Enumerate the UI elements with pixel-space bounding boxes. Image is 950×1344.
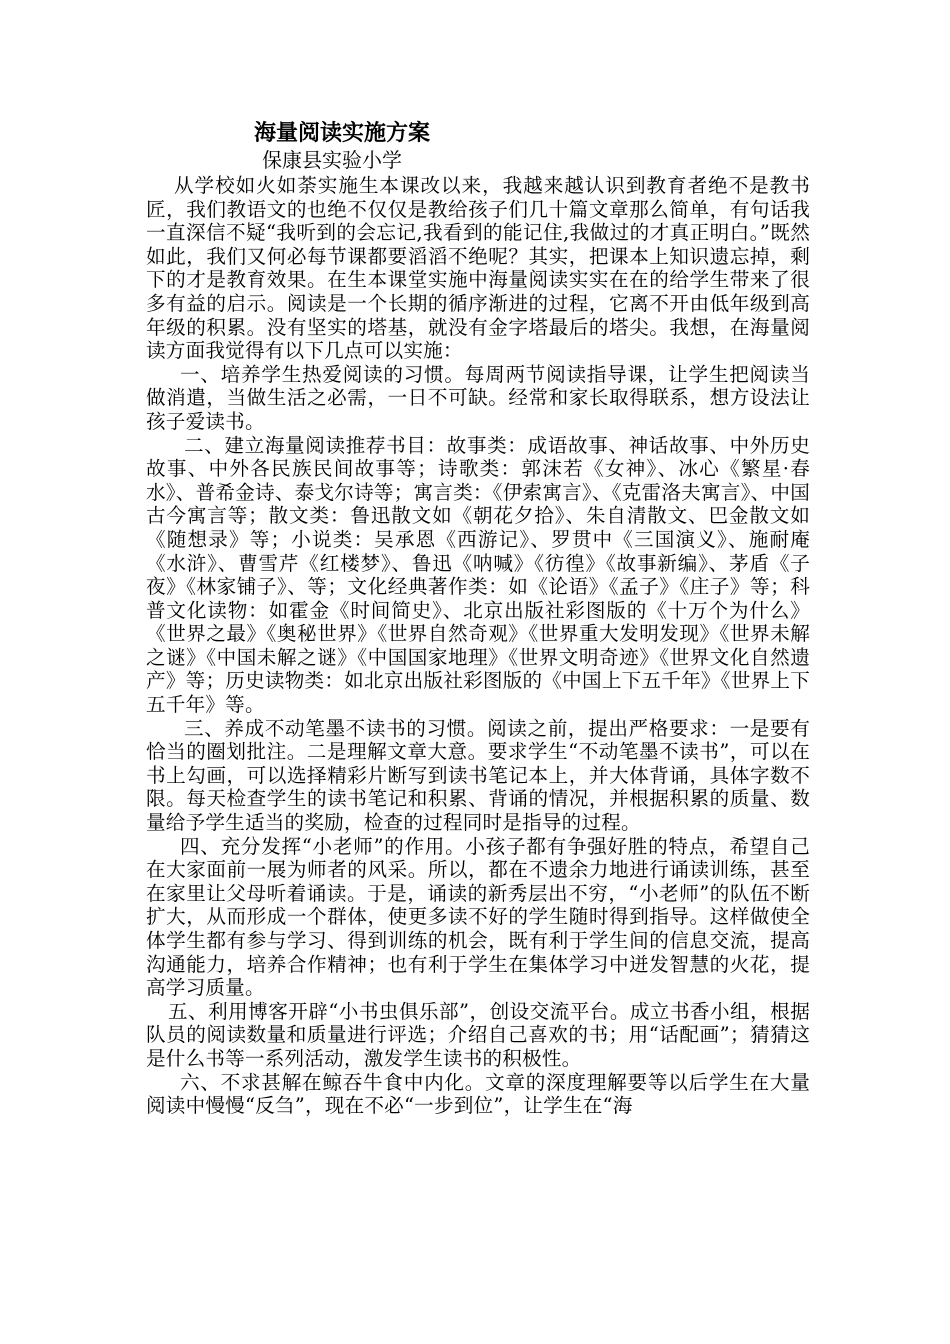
document-title: 海量阅读实施方案 — [254, 120, 431, 146]
paragraph-intro: 从学校如火如荼实施生本课改以来，我越来越认识到教育者绝不是教书匠，我们教语文的也绝不仅仅是教给孩子们几十篇文章那么简单，有句话我一直深信不疑“我听到的会忘记,我看到的能记住,我做过的才真正明白。”既然如此，我们又何必每节课都要滔滔不绝呢？其实，把课本上知识遗忘掉，剩下的才是教育效果。在生本课堂实施中海量阅读实实在在的给学生带来了很多有益的启示。阅读是一个长期的循序渐进的过程，它离不开由低年级到高年级的积累。没有坚实的塔基，就没有金字塔最后的塔尖。我想，在海量阅读方面我觉得有以下几点可以实施： — [146, 174, 810, 363]
paragraph-2: 二、建立海量阅读推荐书目：故事类：成语故事、神话故事、中外历史故事、中外各民族民间故事等；诗歌类：郭沫若《女神》、冰心《繁星·春水》、普希金诗、泰戈尔诗等；寓言类：《伊索寓言》、《克雷洛夫寓言》、中国古今寓言等；散文类：鲁迅散文如《朝花夕拾》、朱自清散文、巴金散文如《随想录》等；小说类：吴承恩《西游记》、罗贯中《三国演义》、施耐庵《水浒》、曹雪芹《红楼梦》、鲁迅《呐喊》《彷徨》《故事新编》、茅盾《子夜》《林家铺子》、等；文化经典著作类：如《论语》《孟子》《庄子》等；科普文化读物：如霍金《时间简史》、北京出版社彩图版的《十万个为什么》《世界之最》《奥秘世界》《世界自然奇观》《世界重大发明发现》《世界未解之谜》《中国未解之谜》《中国国家地理》《世界文明奇迹》《世界文化自然遗产》等；历史读物类：如北京出版社彩图版的《中国上下五千年》《世界上下五千年》等。 — [146, 433, 810, 717]
document-author: 保康县实验小学 — [262, 148, 402, 172]
paragraph-4: 四、充分发挥“小老师”的作用。小孩子都有争强好胜的特点，希望自己在大家面前一展为师者的风采。所以，都在不遗余力地进行诵读训练，甚至在家里让父母听着诵读。于是，诵读的新秀层出不穷，“小老师”的队伍不断扩大，从而形成一个群体，使更多读不好的学生随时得到指导。这样做使全体学生都有参与学习、得到训练的机会，既有利于学生间的信息交流，提高沟通能力，培养合作精神；也有利于学生在集体学习中迸发智慧的火花，提高学习质量。 — [146, 834, 810, 1000]
paragraph-5: 五、利用博客开辟“小书虫俱乐部”，创设交流平台。成立书香小组，根据队员的阅读数量和质量进行评选；介绍自己喜欢的书；用“话配画”；猜猜这是什么书等一系列活动，激发学生读书的积极性。 — [146, 999, 810, 1070]
paragraph-3: 三、养成不动笔墨不读书的习惯。阅读之前，提出严格要求：一是要有恰当的圈划批注。二是理解文章大意。要求学生“不动笔墨不读书”，可以在书上勾画，可以选择精彩片断写到读书笔记本上，并大体背诵，具体字数不限。每天检查学生的读书笔记和积累、背诵的情况，并根据积累的质量、数量给予学生适当的奖励，检查的过程同时是指导的过程。 — [146, 716, 810, 835]
document-page — [146, 118, 810, 1118]
paragraph-6: 六、不求甚解在鲸吞牛食中内化。文章的深度理解要等以后学生在大量阅读中慢慢“反刍”，现在不必“一步到位”，让学生在“海 — [146, 1070, 810, 1118]
paragraph-1: 一、培养学生热爱阅读的习惯。每周两节阅读指导课，让学生把阅读当做消遣，当做生活之必需，一日不可缺。经常和家长取得联系，想方设法让孩子爱读书。 — [146, 362, 810, 433]
